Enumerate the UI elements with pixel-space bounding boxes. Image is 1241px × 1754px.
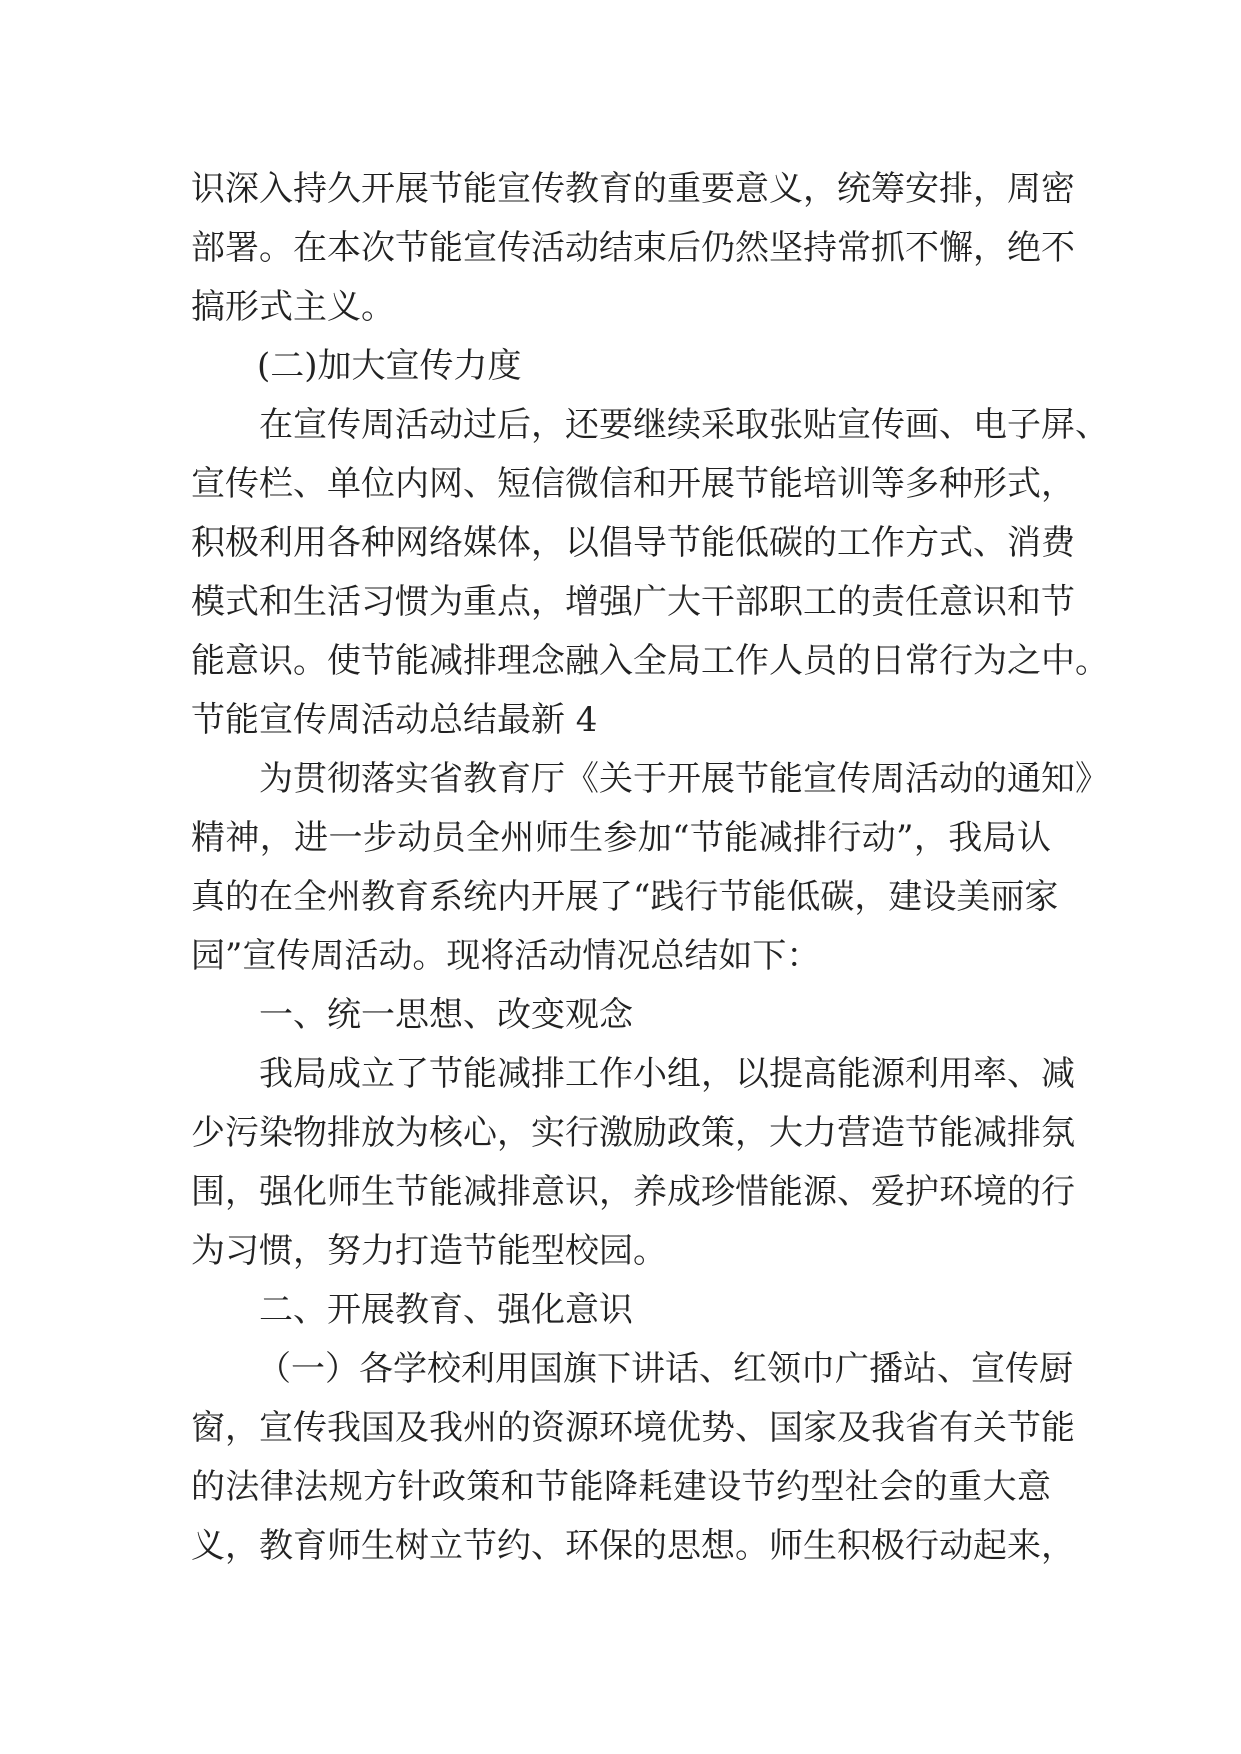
text-line: 窗，宣传我国及我州的资源环境优势、国家及我省有关节能 bbox=[191, 1408, 1075, 1448]
text-line: 围，强化师生节能减排意识，养成珍惜能源、爱护环境的行 bbox=[191, 1172, 1075, 1212]
section-heading: 二、开展教育、强化意识 bbox=[259, 1290, 633, 1330]
section-heading: 一、统一思想、改变观念 bbox=[259, 995, 633, 1035]
section-heading: (二)加大宣传力度 bbox=[257, 346, 522, 386]
text-line: （一）各学校利用国旗下讲话、红领巾广播站、宣传厨 bbox=[257, 1349, 1073, 1389]
text-line: 精神，进一步动员全州师生参加“节能减排行动”，我局认 bbox=[191, 818, 1051, 858]
text-line: 少污染物排放为核心，实行激励政策，大力营造节能减排氛 bbox=[191, 1113, 1075, 1153]
text-line: 真的在全州教育系统内开展了“践行节能低碳，建设美丽家 bbox=[191, 877, 1059, 917]
text-line: 义，教育师生树立节约、环保的思想。师生积极行动起来， bbox=[191, 1526, 1075, 1566]
text-line: 为习惯，努力打造节能型校园。 bbox=[191, 1231, 667, 1271]
text-line: 模式和生活习惯为重点，增强广大干部职工的责任意识和节 bbox=[191, 582, 1075, 622]
document-title: 节能宣传周活动总结最新 4 bbox=[191, 700, 598, 740]
text-line: 宣传栏、单位内网、短信微信和开展节能培训等多种形式， bbox=[191, 464, 1075, 504]
text-line: 的法律法规方针政策和节能降耗建设节约型社会的重大意 bbox=[191, 1467, 1051, 1507]
text-line: 部署。在本次节能宣传活动结束后仍然坚持常抓不懈，绝不 bbox=[191, 228, 1075, 268]
text-line: 在宣传周活动过后，还要继续采取张贴宣传画、电子屏、 bbox=[259, 405, 1109, 445]
text-line: 积极利用各种网络媒体，以倡导节能低碳的工作方式、消费 bbox=[191, 523, 1075, 563]
text-line: 我局成立了节能减排工作小组，以提高能源利用率、减 bbox=[259, 1054, 1075, 1094]
text-line: 园”宣传周活动。现将活动情况总结如下： bbox=[191, 936, 821, 976]
text-line: 识深入持久开展节能宣传教育的重要意义，统筹安排，周密 bbox=[191, 169, 1075, 209]
document-body bbox=[191, 160, 1109, 1576]
text-line: 搞形式主义。 bbox=[191, 287, 395, 327]
text-line: 能意识。使节能减排理念融入全局工作人员的日常行为之中。 bbox=[191, 641, 1109, 681]
text-line: 为贯彻落实省教育厅《关于开展节能宣传周活动的通知》 bbox=[259, 759, 1109, 799]
